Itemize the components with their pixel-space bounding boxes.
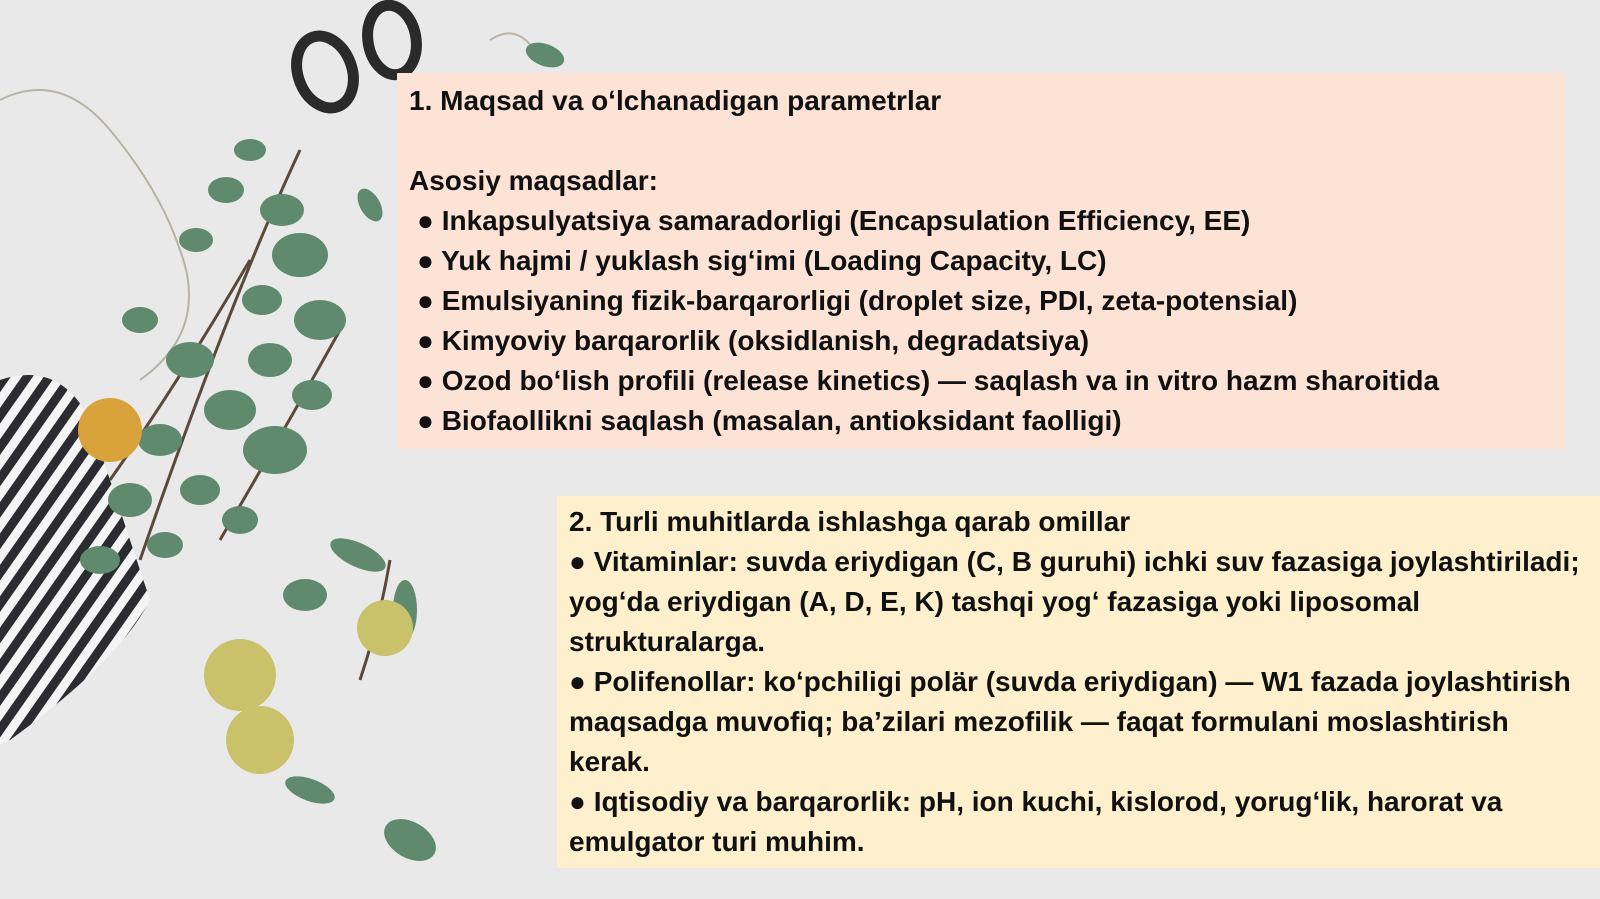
section1-subheading: Asosiy maqsadlar: [409, 165, 658, 196]
factor-paragraph: ● Vitaminlar: suvda eriydigan (C, B guruhi) ichki suv fazasiga joylashtiriladi; yogʻda eriydigan (A, D, E, K) tashqi yogʻ fazasiga yoki liposomal strukturalarga. [569, 546, 1580, 657]
section2-heading: 2. Turli muhitlarda ishlashga qarab omillar [569, 506, 1131, 537]
factor-paragraph: ● Polifenollar: koʻpchiligi polär (suvda eriydigan) — W1 fazada joylashtirish maqsadga muvofiq; ba’zilari mezofilik — faqat formulani moslashtirish kerak. [569, 666, 1571, 777]
factors-panel [557, 496, 1600, 868]
bullet-item: ● Yuk hajmi / yuklash sigʻimi (Loading Capacity, LC) [417, 245, 1107, 276]
bullet-item: ● Inkapsulyatsiya samaradorligi (Encapsulation Efficiency, EE) [417, 205, 1251, 236]
bullet-item: ● Emulsiyaning fizik-barqarorligi (droplet size, PDI, zeta-potensial) [417, 285, 1298, 316]
bullet-item: ● Ozod boʻlish profili (release kinetics) — saqlash va in vitro hazm sharoitida [417, 365, 1440, 396]
bullet-item: ● Biofaollikni saqlash (masalan, antioksidant faolligi) [417, 405, 1122, 436]
factor-paragraph: ● Iqtisodiy va barqarorlik: pH, ion kuchi, kislorod, yorugʻlik, harorat va emulgator turi muhim. [569, 786, 1503, 857]
objectives-panel [397, 73, 1565, 449]
bullet-item: ● Kimyoviy barqarorlik (oksidlanish, degradatsiya) [417, 325, 1090, 356]
section1-heading: 1. Maqsad va oʻlchanadigan parametrlar [409, 85, 942, 116]
spacer [409, 121, 1565, 161]
